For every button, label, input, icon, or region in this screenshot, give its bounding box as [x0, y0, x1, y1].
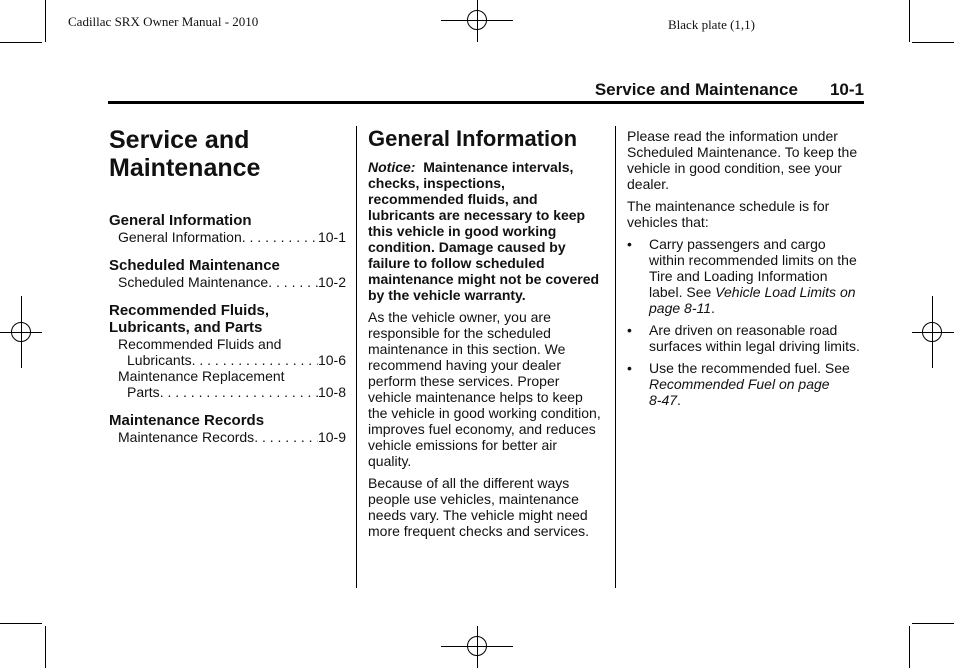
crop-mark-tl-h: [0, 42, 42, 43]
slug-right: Black plate (1,1): [668, 17, 755, 32]
column-divider: [356, 126, 357, 588]
paragraph: Please read the information under Scheduled Maintenance. To keep the vehicle in good condition, see your dealer.: [627, 128, 858, 192]
list-item: • Use the recommended fuel. See Recommended Fuel on page 8‑47.: [627, 360, 850, 408]
toc-heading: Recommended Fluids, Lubricants, and Parts: [109, 302, 270, 336]
chapter-toc-column: [109, 126, 346, 445]
list-item: • Are driven on reasonable road surfaces within legal driving limits.: [627, 322, 860, 354]
slug-left: Cadillac SRX Owner Manual - 2010: [68, 14, 259, 29]
chapter-title: Service and Maintenance: [109, 126, 261, 182]
cross-reference-link[interactable]: Recommended Fuel on page 8‑47: [649, 376, 830, 408]
toc-entry[interactable]: Maintenance Replacement Parts . . . 10-8: [109, 368, 346, 400]
notice: [368, 159, 602, 303]
running-header-page: 10-1: [829, 80, 864, 99]
toc-heading: General Information: [109, 212, 252, 229]
toc-entry[interactable]: Scheduled Maintenance . . . 10-2: [109, 274, 346, 290]
crop-mark-br-v: [909, 626, 910, 668]
notice-label: Notice:: [368, 159, 416, 175]
crop-mark-tl-v: [45, 0, 46, 42]
crop-mark-tr-v: [909, 0, 910, 42]
schedule-info-column: [627, 128, 863, 414]
bullet-icon: •: [627, 322, 632, 338]
bullet-icon: •: [627, 360, 632, 376]
toc-heading: Scheduled Maintenance: [109, 257, 280, 274]
crop-mark-bl-v: [45, 626, 46, 668]
toc-entry[interactable]: Recommended Fluids and Lubricants . . . 10-6: [109, 336, 346, 368]
general-information-column: [368, 126, 602, 545]
toc-entry[interactable]: Maintenance Records . . . 10-9: [109, 429, 346, 445]
column-divider: [615, 126, 616, 588]
header-rule: [108, 101, 864, 104]
toc-entry[interactable]: General Information . . . 10-1: [109, 229, 346, 245]
crop-mark-bl-h: [0, 623, 42, 624]
running-header: [595, 80, 864, 100]
running-header-section: Service and Maintenance: [594, 80, 798, 99]
notice-text: Maintenance intervals, checks, inspections, recommended fluids, and lubricants are necessary to keep this vehicle in good working condition. Damage caused by failure to follow scheduled maintenance might not be covered by the vehicle warranty.: [368, 159, 600, 303]
section-title: General Information: [368, 126, 578, 151]
paragraph: The maintenance schedule is for vehicles that:: [627, 198, 830, 230]
paragraph: As the vehicle owner, you are responsible for the scheduled maintenance in this section. We recommend having your dealer perform these services. Proper vehicle maintenance helps to keep the vehicle in good working condition, improves fuel economy, and reduces vehicle emissions for better air quality.: [368, 309, 601, 469]
bullet-list: [627, 236, 863, 408]
crop-mark-br-h: [912, 623, 954, 624]
bullet-icon: •: [627, 236, 632, 252]
list-item: • Carry passengers and cargo within recommended limits on the Tire and Loading Information label. See Vehicle Load Limits on page 8‑11.: [627, 236, 857, 316]
crop-mark-tr-h: [912, 42, 954, 43]
paragraph: Because of all the different ways people use vehicles, maintenance needs vary. The vehicle might need more frequent checks and services.: [368, 475, 589, 539]
toc-heading: Maintenance Records: [109, 412, 265, 429]
cross-reference-link[interactable]: Vehicle Load Limits on page 8‑11: [649, 284, 856, 316]
toc: [109, 212, 346, 445]
